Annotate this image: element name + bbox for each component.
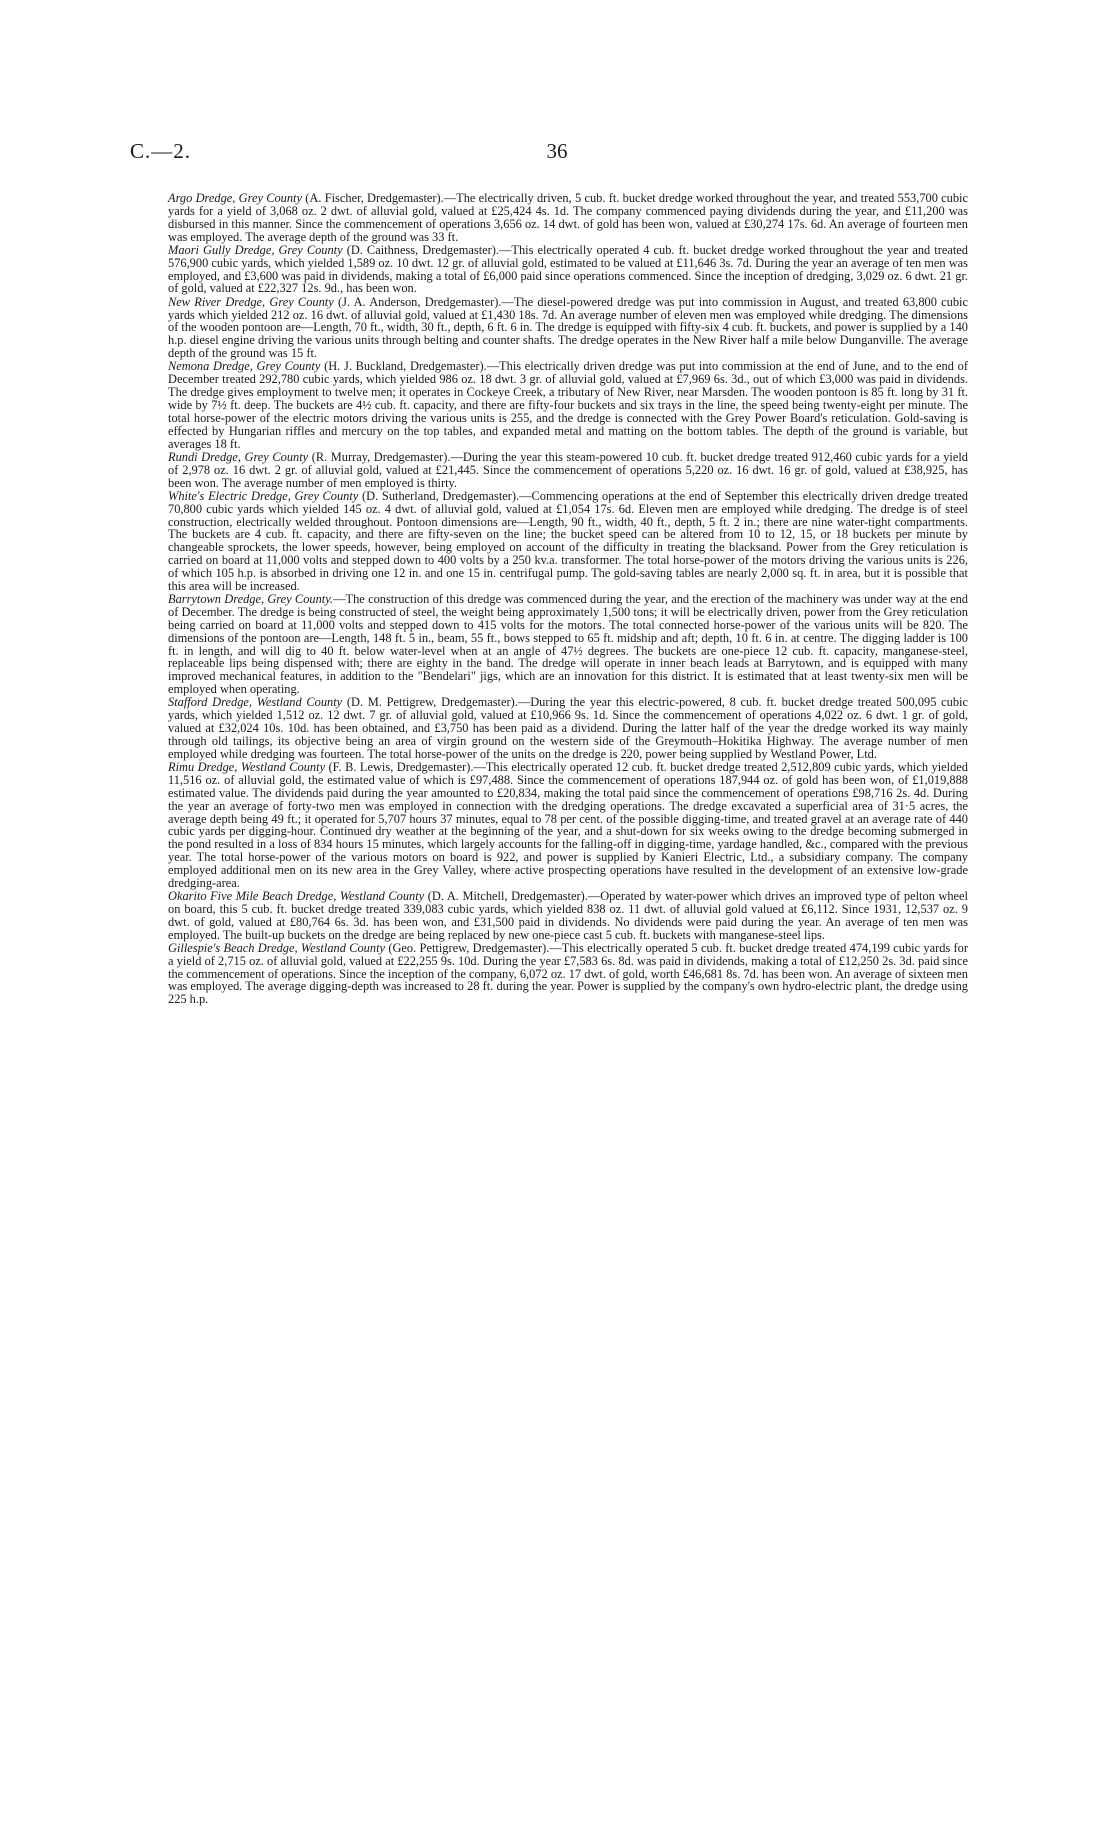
paragraph-okarito-dredge <box>168 890 968 941</box>
paragraph-stafford-dredge <box>168 696 968 760</box>
paragraph-text: (D. Caithness, Dredgemaster).—This electrically operated 4 cub. ft. bucket dredge worked throughout the year and treated 576,900 cubic yards, which yielded 1,589 oz. 10 dwt. 12 gr. of alluvial gold, estimated to be valued at £11,646 3s. 7d. During the year an average of ten men was employed, and £3,600 was paid in dividends, making a total of £6,000 paid since operations commenced. Since the inception of dredging, 3,029 oz. 6 dwt. 21 gr. of gold, valued at £22,327 12s. 9d., has been won. <box>168 242 968 296</box>
paragraph-text: (A. Fischer, Dredgemaster).—The electrically driven, 5 cub. ft. bucket dredge worked throughout the year, and treated 553,700 cubic yards for a yield of 3,068 oz. 2 dwt. of alluvial gold, valued at £25,424 4s. 1d. The company commenced paying dividends during the year, and £11,200 was disbursed in this manner. Since the commencement of operations 3,656 oz. 14 dwt. of gold has been won, valued at £30,274 17s. 6d. An average of fourteen men was employed. The average depth of the ground was 33 ft. <box>168 191 968 244</box>
paragraph-text: —The construction of this dredge was commenced during the year, and the erection of the machinery was under way at the end of December. The dredge is being constructed of steel, the weight being approximately 1,500 tons; it will be electrically driven, power from the Grey reticulation being carried on board at 11,000 volts and stepped down to 415 volts for the motors. The total connected horse-power of the various units will be 820. The dimensions of the pontoon are—Length, 148 ft. 5 in., beam, 55 ft., bows stepped to 65 ft. midship and aft; depth, 10 ft. 6 in. at centre. The digging ladder is 100 ft. in length, and will dig to 40 ft. below water-level when at an angle of 47½ degrees. The buckets are one-piece 12 cub. ft. capacity, manganese-steel, replaceable lips being dispensed with; there are eighty in the band. The dredge will operate in inner beach leads at Barrytown, and is equipped with many improved mechanical features, in addition to the "Bendelari" jigs, which are an innovation for this district. It is estimated that at least twenty-six men will be employed when operating. <box>168 592 968 697</box>
paragraph-text: (J. A. Anderson, Dredgemaster).—The diesel-powered dredge was put into commission in August, and treated 63,800 cubic yards which yielded 212 oz. 16 dwt. of alluvial gold, valued at £1,430 18s. 7d. An average number of eleven men was employed while dredging. The dimensions of the wooden pontoon are—Length, 70 ft., width, 30 ft., depth, 6 ft. 6 in. The dredge is equipped with fifty-six 4 cub. ft. buckets, and power is supplied by a 140 h.p. diesel engine driving the various units through belting and counter shafts. The dredge operates in the New River half a mile below Dunganville. The average depth of the ground was 15 ft. <box>168 294 968 361</box>
paragraph-text: (H. J. Buckland, Dredgemaster).—This electrically driven dredge was put into commission at the end of June, and to the end of December treated 292,780 cubic yards, which yielded 986 oz. 18 dwt. 3 gr. of alluvial gold, valued at £7,969 6s. 3d., out of which £3,000 was paid in dividends. The dredge gives employment to twelve men; it operates in Cockeye Creek, a tributary of New River, near Marsden. The wooden pontoon is 85 ft. long by 31 ft. wide by 7½ ft. deep. The buckets are 4½ cub. ft. capacity, and there are fifty-four buckets and six trays in the line, the speed being twenty-eight per minute. The total horse-power of the electric motors driving the various units is 255, and the dredge is connected with the Grey Power Board's reticulation. Gold-saving is effected by Hungarian riffles and mercury on the top tables, and expanded metal and matting on the bottom tables. The depth of the ground is variable, but averages 18 ft. <box>168 359 968 451</box>
paragraph-text: (Geo. Pettigrew, Dredgemaster).—This electrically operated 5 cub. ft. bucket dredge treated 474,199 cubic yards for a yield of 2,715 oz. of alluvial gold, valued at £22,255 9s. 10d. During the year £7,583 6s. 8d. was paid in dividends, making a total of £12,250 2s. 3d. paid since the commencement of operations. Since the inception of the company, 6,072 oz. 17 dwt. of gold, worth £46,681 8s. 7d. has been won. An average of sixteen men was employed. The average digging-depth was increased to 28 ft. during the year. Power is supplied by the company's own hydro-electric plant, the dredge using 225 h.p. <box>168 940 969 1007</box>
paragraph-text: (D. A. Mitchell, Dredgemaster).—Operated by water-power which drives an improved type of pelton wheel on board, this 5 cub. ft. bucket dredge treated 339,083 cubic yards, which yielded 838 oz. 11 dwt. of alluvial gold valued at £6,112. Since 1931, 12,537 oz. 9 dwt. of gold, valued at £80,764 6s. 3d. has been won, and £31,500 paid in dividends. No dividends were paid during the year. An average of ten men was employed. The built-up buckets on the dredge are being replaced by new one-piece cast 5 cub. ft. buckets with manganese-steel lips. <box>168 889 968 942</box>
paragraph-rimu-dredge <box>168 761 968 889</box>
paragraph-heading: Barrytown Dredge, Grey County. <box>168 592 334 607</box>
paragraph-heading: Nemona Dredge, Grey County <box>168 359 321 374</box>
paragraph-heading: Argo Dredge, Grey County <box>168 191 303 205</box>
paragraph-maori-gully-dredge <box>168 244 968 295</box>
paragraph-rundi-dredge <box>168 451 968 490</box>
paragraph-heading: Stafford Dredge, Westland County <box>168 695 343 710</box>
paragraph-whites-electric-dredge <box>168 490 968 593</box>
paragraph-heading: Rundi Dredge, Grey County <box>168 449 309 464</box>
paragraph-heading: Okarito Five Mile Beach Dredge, Westland County <box>168 889 425 904</box>
paragraph-text: (R. Murray, Dredgemaster).—During the year this steam-powered 10 cub. ft. bucket dredge treated 912,460 cubic yards for a yield of 2,978 oz. 16 dwt. 2 gr. of alluvial gold, valued at £21,445. Since the commencement of operations 5,220 oz. 16 dwt. 16 gr. of gold, valued at £38,925, has been won. The average number of men employed is thirty. <box>168 449 968 490</box>
page-body <box>168 192 968 1006</box>
paragraph-heading: Maori Gully Dredge, Grey County <box>168 242 343 257</box>
paragraph-heading: Gillespie's Beach Dredge, Westland County <box>168 940 386 955</box>
page-number: 36 <box>546 139 568 163</box>
page-header <box>130 139 984 169</box>
paragraph-new-river-dredge <box>168 296 968 360</box>
paragraph-heading: White's Electric Dredge, Grey County <box>168 488 359 503</box>
paragraph-heading: New River Dredge, Grey County <box>168 294 334 309</box>
paragraph-argo-dredge <box>168 192 968 243</box>
paragraph-nemona-dredge <box>168 360 968 450</box>
paragraph-heading: Rimu Dredge, Westland County <box>168 760 326 775</box>
paragraph-text: (D. Sutherland, Dredgemaster).—Commencing operations at the end of September this electrically driven dredge treated 70,800 cubic yards which yielded 145 oz. 4 dwt. of alluvial gold, valued at £1,054 17s. 6d. Eleven men are employed while dredging. The dredge is of steel construction, electrically welded throughout. Pontoon dimensions are—Length, 90 ft., width, 40 ft., depth, 5 ft. 2 in.; there are nine water-tight compartments. The buckets are 4 cub. ft. capacity, and there are fifty-seven on the line; the bucket speed can be altered from 10 to 12, 15, or 18 buckets per minute by changeable sprockets, the lower speeds, however, being employed on account of the difficulty in treating the blacksand. Power from the Grey reticulation is carried on board at 11,000 volts and stepped down to 400 volts by a 250 kv.a. transformer. The total horse-power of the motors driving the various units is 226, of which 105 h.p. is absorbed in driving one 12 in. and one 15 in. centrifugal pump. The gold-saving tables are nearly 2,000 sq. ft. in area, but it is possible that this area will be increased. <box>168 488 968 593</box>
paragraph-text: (F. B. Lewis, Dredgemaster).—This electrically operated 12 cub. ft. bucket dredge treated 2,512,809 cubic yards, which yielded 11,516 oz. of alluvial gold, the estimated value of which is £97,488. Since the commencement of operations 187,944 oz. of gold has been won, of £1,019,888 estimated value. The dividends paid during the year amounted to £20,834, making the total paid since the commencement of operations £98,716 2s. 4d. During the year an average of forty-two men was employed in connection with the dredging operations. The dredge excavated a superficial area of 31·5 acres, the average depth being 49 ft.; it operated for 5,707 hours 37 minutes, equal to 78 per cent. of the possible digging-time, and treated gravel at an average rate of 440 cubic yards per digging-hour. Continued dry weather at the beginning of the year, and a shut-down for six weeks owing to the dredge becoming submerged in the pond resulted in a loss of 834 hours 15 minutes, which largely accounts for the falling-off in digging-time, yardage handled, &c., compared with the previous year. The total horse-power of the various motors on board is 922, and power is supplied by Kanieri Electric, Ltd., a subsidiary company. The company employed additional men on its new area in the Grey Valley, where active prospecting operations have resulted in the development of an extensive low-grade dredging-area. <box>168 760 968 890</box>
paragraph-barrytown-dredge <box>168 593 968 696</box>
paragraph-text: (D. M. Pettigrew, Dredgemaster).—During the year this electric-powered, 8 cub. ft. bucket dredge treated 500,095 cubic yards, which yielded 1,512 oz. 12 dwt. 7 gr. of alluvial gold, valued at £10,966 9s. 1d. Since the commencement of operations 4,022 oz. 6 dwt. 1 gr. of gold, valued at £32,024 10s. 10d. has been obtained, and £3,750 has been paid as a dividend. During the latter half of the year the dredge worked its way mainly through old tailings, its objective being an area of virgin ground on the western side of the Greymouth–Hokitika Highway. The average number of men employed while dredging was fourteen. The total horse-power of the units on the dredge is 220, power being supplied by Westland Power, Ltd. <box>168 695 968 761</box>
document-reference: C.—2. <box>130 139 192 163</box>
paragraph-gillespies-beach-dredge <box>168 942 968 1006</box>
